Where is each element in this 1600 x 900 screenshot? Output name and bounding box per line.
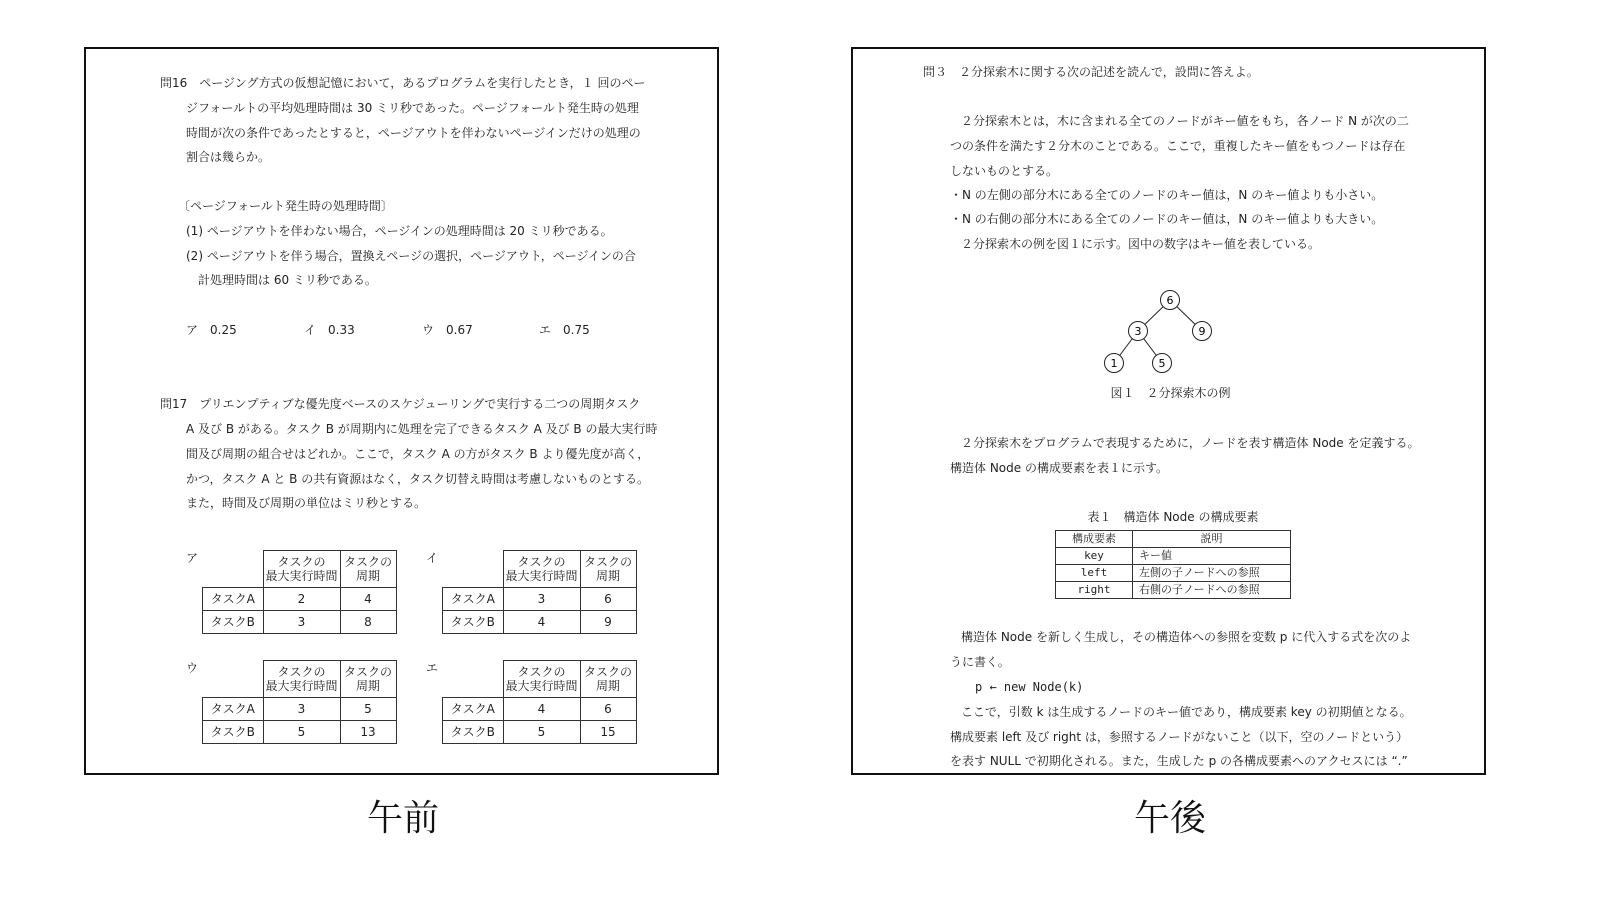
pm-p1-line-3: しないものとする。 [950,164,1059,178]
row-task-b: タスクB [203,611,264,634]
pm-p3-line-1: ２分探索木をプログラムで表現するために，ノードを表す構造体 Node を定義する。 [961,436,1420,450]
q17-table-e [442,660,637,744]
q17-table-a [202,550,397,634]
q16-choice-i: イ 0.33 [304,323,355,337]
cell: 2 [263,588,340,611]
table-cell-key: key [1056,548,1133,565]
q16-condition-2b: 計処理時間は 60 ミリ秒である。 [198,273,377,287]
morning-caption: 午前 [366,798,439,839]
cell: 13 [340,721,396,744]
svg-text:9: 9 [1198,325,1206,338]
pm-p1-line-1: ２分探索木とは，木に含まれる全てのノードがキー値をもち，各ノード N が次の二 [961,114,1409,128]
row-task-b: タスクB [203,721,264,744]
q17-line-2: A 及び B がある。タスク B が周期内に処理を完了できるタスク A 及び B の最大実行時 [186,422,658,436]
pm-p3-line-2: 構造体 Node の構成要素を表１に示す。 [950,461,1168,475]
q16-condition-2a: (2) ページアウトを伴う場合，置換えページの選択，ページアウト，ページインの合 [186,249,636,263]
q17-table-u [202,660,397,744]
table-cell-desc: キー値 [1133,548,1291,565]
morning-exam-page [84,47,719,775]
svg-text:5: 5 [1158,357,1166,370]
header-period: タスクの 周期 [580,551,636,588]
cell: 8 [340,611,396,634]
q16-choice-a: ア 0.25 [186,323,237,337]
pm-bullet-2: ・N の右側の部分木にある全てのノードのキー値は，N のキー値よりも大きい。 [950,212,1384,226]
header-period: タスクの 周期 [340,551,396,588]
row-task-a: タスクA [203,698,264,721]
pm-code-line: p ← new Node(k) [975,680,1084,694]
binary-search-tree-figure [1098,285,1218,377]
pm-p5-line-2: 構成要素 left 及び right は，参照するノードがないこと（以下，空のノードという） [950,730,1409,744]
cell: 5 [263,721,340,744]
cell: 3 [263,611,340,634]
cell: 6 [580,698,636,721]
q16-line-3: 時間が次の条件であったとすると，ページアウトを伴わないページインだけの処理の [186,126,641,140]
table-1-title: 表１ 構造体 Node の構成要素 [1087,510,1259,524]
row-task-a: タスクA [443,698,504,721]
svg-text:3: 3 [1134,325,1142,338]
tree-node-9 [1193,322,1212,341]
header-exec: タスクの 最大実行時間 [263,661,340,698]
row-task-b: タスクB [443,611,504,634]
q16-choice-u: ウ 0.67 [422,323,473,337]
cell: 15 [580,721,636,744]
figure-1-caption: 図１ ２分探索木の例 [1110,386,1231,400]
header-exec: タスクの 最大実行時間 [503,551,580,588]
q17-table-a-label: ア [186,551,199,565]
pm-p5-line-3: を表す NULL で初期化される。また，生成した p の各構成要素へのアクセスには “.” [950,754,1408,768]
cell: 5 [503,721,580,744]
q17-table-e-label: エ [426,661,439,675]
node-structure-table [1055,530,1291,599]
pm-p4-line-1: 構造体 Node を新しく生成し，その構造体への参照を変数 p に代入する式を次のよ [961,630,1412,644]
q17-table-u-label: ウ [186,661,199,675]
q16-line-1: 問16 ページング方式の仮想記憶において，あるプログラムを実行したとき，１ 回のペー [160,76,646,90]
q17-line-4: かつ，タスク A と B の共有資源はなく，タスク切替え時間は考慮しないものとする。 [186,472,649,486]
table-cell-key: right [1056,582,1133,599]
cell: 4 [340,588,396,611]
table-header-element: 構成要素 [1056,531,1133,548]
svg-text:6: 6 [1166,294,1174,307]
cell: 4 [503,611,580,634]
table-cell-desc: 右側の子ノードへの参照 [1133,582,1291,599]
cell: 6 [580,588,636,611]
cell: 9 [580,611,636,634]
table-cell-key: left [1056,565,1133,582]
q16-line-2: ジフォールトの平均処理時間は 30 ミリ秒であった。ページフォールト発生時の処理 [186,101,639,115]
tree-node-5 [1153,354,1172,373]
pm-p1-line-2: つの条件を満たす２分木のことである。ここで，重複したキー値をもつノードは存在 [950,139,1406,153]
tree-node-1 [1105,354,1124,373]
q17-line-3: 間及び周期の組合せはどれか。ここで，タスク A の方がタスク B より優先度が高く， [186,447,650,461]
cell: 5 [340,698,396,721]
pm-p5-line-1: ここで，引数 k は生成するノードのキー値であり，構成要素 key の初期値となる。 [961,705,1412,719]
cell: 4 [503,698,580,721]
header-period: タスクの 周期 [340,661,396,698]
q16-condition-1: (1) ページアウトを伴わない場合，ページインの処理時間は 20 ミリ秒である。 [186,224,613,238]
q17-table-i [442,550,637,634]
tree-node-6 [1161,291,1180,310]
afternoon-exam-page [851,47,1486,775]
table-cell-desc: 左側の子ノードへの参照 [1133,565,1291,582]
q16-line-4: 割合は幾らか。 [186,150,271,164]
row-task-a: タスクA [203,588,264,611]
pm-p2: ２分探索木の例を図１に示す。図中の数字はキー値を表している。 [961,237,1321,251]
pm-bullet-1: ・N の左側の部分木にある全てのノードのキー値は，N のキー値よりも小さい。 [950,188,1384,202]
q17-line-5: また，時間及び周期の単位はミリ秒とする。 [186,496,427,510]
tree-node-3 [1129,322,1148,341]
q17-line-1: 問17 プリエンプティブな優先度ベースのスケジューリングで実行する二つの周期タスク [160,397,641,411]
row-task-b: タスクB [443,721,504,744]
header-period: タスクの 周期 [580,661,636,698]
header-exec: タスクの 最大実行時間 [503,661,580,698]
q16-choice-e: エ 0.75 [539,323,590,337]
pm-question-title: 問３ ２分探索木に関する次の記述を読んで，設問に答えよ。 [923,65,1259,79]
pm-p4-line-2: うに書く。 [950,655,1010,669]
svg-text:1: 1 [1110,357,1118,370]
q17-table-i-label: イ [426,551,439,565]
cell: 3 [263,698,340,721]
q16-condition-title: 〔ページフォールト発生時の処理時間〕 [178,199,393,213]
cell: 3 [503,588,580,611]
row-task-a: タスクA [443,588,504,611]
afternoon-caption: 午後 [1133,798,1206,839]
header-exec: タスクの 最大実行時間 [263,551,340,588]
table-header-description: 説明 [1133,531,1291,548]
